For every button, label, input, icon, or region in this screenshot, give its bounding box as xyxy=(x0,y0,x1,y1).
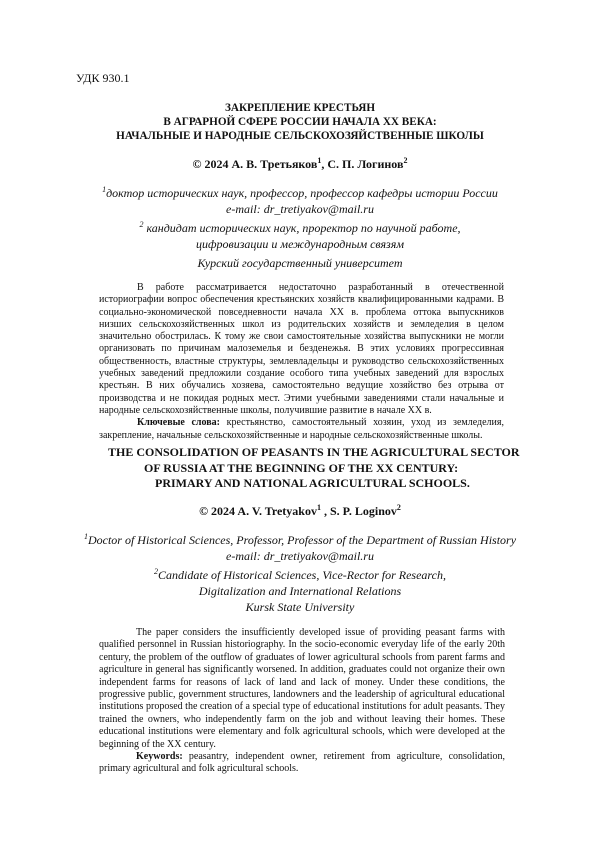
en-affiliations xyxy=(60,529,540,599)
ru-title-line: НАЧАЛЬНЫЕ И НАРОДНЫЕ СЕЛЬСКОХОЗЯЙСТВЕННЫЕ ШКОЛЫ xyxy=(116,130,484,142)
ru-author2-sup: 2 xyxy=(403,156,408,165)
ru-keywords xyxy=(99,417,504,442)
ru-affil1-sup: 1 xyxy=(102,185,107,194)
ru-affil2-line1: кандидат исторических наук, проректор по научной работе, xyxy=(143,221,461,235)
en-affil2-line2: Digitalization and International Relations xyxy=(198,583,402,598)
ru-affil2-sup: 2 xyxy=(139,220,144,229)
ru-title-line: В АГРАРНОЙ СФЕРЕ РОССИИ НАЧАЛА ХХ ВЕКА: xyxy=(163,116,437,128)
en-title-line: OF RUSSIA AT THE BEGINNING OF THE XX CENTURY: xyxy=(144,460,459,475)
ru-abstract: В работе рассматривается недостаточно разработанный в отечественной историографии вопрос обеспечения крестьянских хозяйств квалифицированными кадрами. В социально-экономической повседневности начала ХХ в. проблема оттока выпускников низших сельскохозяйственных школ из родительских хозяйств и земледелия в целом значительно обострилась. К тому же свои самостоятельные хозяйства выпускники не могли организовать по причинам малоземелья и безденежья. В этих условиях прогрессивная общественность, властные структуры, землевладельцы и руководство сельскохозяйственных учебных заведений предложили создание особого типа учебных заведений для взрослых крестьян. В них обучались хозяева, самостоятельно ведущие хозяйство без отрыва от производства и не покидая родных мест. Этими учебными заведениями стали начальные и народные сельскохозяйственные школы, получившие развитие в начале ХХ в. xyxy=(99,282,504,416)
ru-authors-prefix: © 2024 А. В. Третьяков xyxy=(192,157,318,171)
ru-keywords-label: Ключевые слова: xyxy=(137,417,220,429)
en-authors-prefix: © 2024 A. V. Tretyakov xyxy=(199,504,317,518)
en-title xyxy=(100,445,520,492)
en-abstract-block xyxy=(99,627,505,776)
en-affil1-sup: 1 xyxy=(83,532,88,541)
ru-authors-sep: , С. П. Логинов xyxy=(321,157,404,171)
en-keywords xyxy=(99,751,505,776)
ru-abstract-block xyxy=(99,282,504,442)
en-title-line: PRIMARY AND NATIONAL AGRICULTURAL SCHOOLS. xyxy=(155,476,470,490)
en-author2-sup: 2 xyxy=(396,503,401,512)
en-keywords-label: Keywords: xyxy=(136,751,183,763)
ru-affil2-line2: цифровизации и международным связям xyxy=(196,236,404,251)
ru-author1-sup: 1 xyxy=(317,156,322,165)
en-email: e-mail: dr_tretiyakov@mail.ru xyxy=(226,548,374,563)
udc-code: УДК 930.1 xyxy=(76,71,130,85)
en-author1-sup: 1 xyxy=(316,503,321,512)
ru-title xyxy=(100,101,500,143)
en-affil2-sup: 2 xyxy=(154,567,159,576)
en-keywords-text: peasantry, independent owner, retirement from agriculture, consolidation, primary agricultural and folk agricultural schools. xyxy=(99,751,505,775)
ru-authors xyxy=(100,156,500,172)
ru-keywords-text: крестьянство, самостоятельный хозяин, уход из земледелия, закрепление, начальные сельскохозяйственные и народные сельскохозяйственные школы. xyxy=(99,417,504,441)
en-university: Kursk State University xyxy=(245,600,355,614)
ru-email: e-mail: dr_tretiyakov@mail.ru xyxy=(226,201,374,216)
en-authors-sep: , S. P. Loginov xyxy=(320,504,397,518)
en-affil1: Doctor of Historical Sciences, Professor, Professor of the Department of Russian History xyxy=(87,533,517,547)
ru-title-line: ЗАКРЕПЛЕНИЕ КРЕСТЬЯН xyxy=(224,102,376,114)
ru-affil1: доктор исторических наук, профессор, профессор кафедры истории России xyxy=(106,186,498,200)
en-affil2-line1: Candidate of Historical Sciences, Vice-Rector for Research, xyxy=(158,568,446,582)
en-title-line: THE CONSOLIDATION OF PEASANTS IN THE AGRICULTURAL SECTOR xyxy=(108,445,520,459)
en-authors xyxy=(100,503,500,519)
ru-university: Курский государственный университет xyxy=(197,256,403,270)
ru-affiliations xyxy=(60,182,540,252)
en-abstract: The paper considers the insufficiently developed issue of providing peasant farms with qualified personnel in Russian historiography. In the socio-economic everyday life of the early 20th century, the problem of the outflow of graduates of lower agricultural schools from parent farms and agriculture in general has significantly worsened. In addition, graduates could not organize their own independent farms for reasons of lack of land and lack of money. Under these conditions, the progressive public, government structures, landowners and the leadership of agricultural educational institutions proposed the creation of a special type of educational institutions for adult peasants. They trained the owners, who independently farm on the job and without leaving their homes. These educational institutions were elementary and folk agricultural schools, which were developed at the beginning of the XX century. xyxy=(99,627,505,750)
